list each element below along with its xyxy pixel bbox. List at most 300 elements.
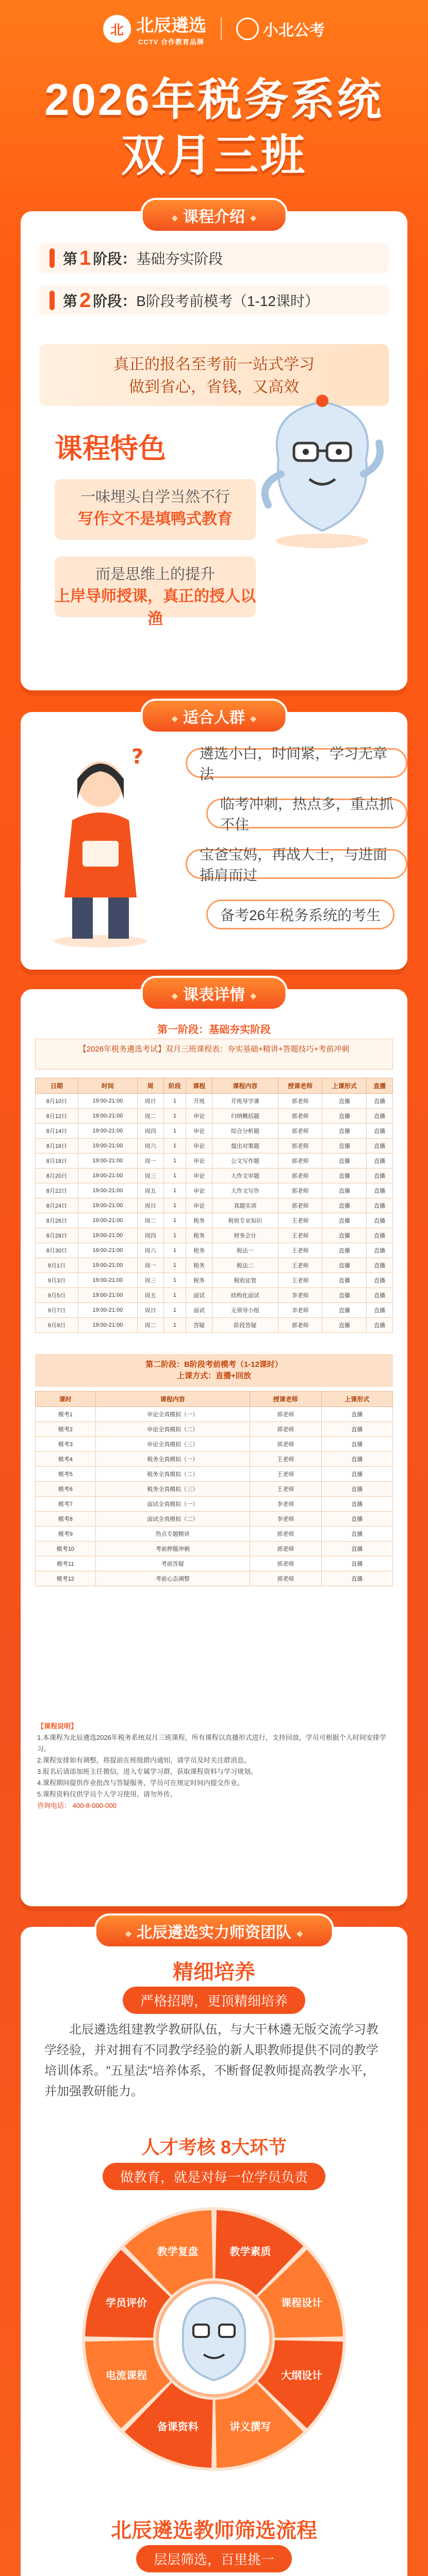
table-row xyxy=(36,1437,393,1452)
stage-text: B阶段考前模考（1-12课时） xyxy=(136,293,319,309)
table-header-row xyxy=(36,1392,393,1407)
table-cell: 直播 xyxy=(322,1198,367,1213)
table-cell: 直播 xyxy=(367,1273,393,1288)
feature-title: 课程特色 xyxy=(55,433,166,464)
table-cell: 周一 xyxy=(137,1154,163,1168)
table-row xyxy=(36,1168,393,1183)
table-cell: 19:00-21:00 xyxy=(78,1288,137,1303)
table-cell: 9月1日 xyxy=(36,1258,78,1273)
brand-logo xyxy=(103,11,206,46)
table-cell: 周五 xyxy=(137,1183,163,1198)
table-cell: 考前心态调整 xyxy=(95,1571,250,1586)
table-row xyxy=(36,1124,393,1139)
stage-1 xyxy=(39,243,389,273)
wheel-label: 讲义撰写 xyxy=(229,2421,271,2433)
table-cell: 模考6 xyxy=(36,1482,96,1497)
hero-title-line1: 2026年税务系统 xyxy=(44,75,384,125)
table-cell: 直播 xyxy=(322,1094,367,1109)
table-row xyxy=(36,1258,393,1273)
table-cell: 税务全真模拟（一） xyxy=(95,1452,250,1467)
table-cell: 周二 xyxy=(137,1318,163,1333)
table-cell: 郭老师 xyxy=(250,1527,321,1541)
note-2: 2.课程安排如有调整，将提前在班级群内通知，请学员及时关注群消息。 xyxy=(37,1756,251,1764)
table-cell: 模考12 xyxy=(36,1571,96,1586)
table-cell: 模考3 xyxy=(36,1437,96,1452)
table-cell: 税务全真模拟（三） xyxy=(95,1482,250,1497)
table-cell: 直播 xyxy=(322,1228,367,1243)
schedule-banner: 【2026年税务遴选考试】双月三班课程表：夯实基础+精讲+答题技巧+考前冲刺 xyxy=(35,1039,393,1070)
column-header: 上课形式 xyxy=(321,1392,393,1407)
table-cell: 郭老师 xyxy=(278,1109,322,1124)
column-header: 阶段 xyxy=(163,1078,186,1094)
table-cell: 周三 xyxy=(137,1168,163,1183)
table-cell: 李老师 xyxy=(278,1303,322,1318)
audience-item-3: 宝爸宝妈，再战人士，与进面插肩而过 xyxy=(186,849,407,879)
table-cell: 直播 xyxy=(322,1168,367,1183)
hero-title-line2: 双月三班 xyxy=(121,131,307,180)
table-row xyxy=(36,1422,393,1437)
table-cell: 王老师 xyxy=(250,1452,321,1467)
student-figure-icon xyxy=(41,743,160,949)
table-cell: 考前答疑 xyxy=(95,1556,250,1571)
table-cell: 郭老师 xyxy=(278,1183,322,1198)
table-cell: 19:00-21:00 xyxy=(78,1168,137,1183)
table-row xyxy=(36,1571,393,1586)
table-cell: 直播 xyxy=(322,1288,367,1303)
table-cell: 直播 xyxy=(321,1467,393,1482)
partner-mark-icon xyxy=(236,18,259,40)
table-row xyxy=(36,1213,393,1228)
table-cell: 19:00-21:00 xyxy=(78,1094,137,1109)
table-cell: 税务 xyxy=(186,1243,212,1258)
stage-text: 基础夯实阶段 xyxy=(136,251,223,267)
table-cell: 直播 xyxy=(321,1541,393,1556)
table-cell: 申论全真模拟（二） xyxy=(95,1422,250,1437)
table-cell: 直播 xyxy=(322,1273,367,1288)
brand-sub: CCTV 合作教育品牌 xyxy=(138,38,204,46)
table-cell: 直播 xyxy=(367,1154,393,1168)
table-cell: 面试 xyxy=(186,1303,212,1318)
table-cell: 19:00-21:00 xyxy=(78,1318,137,1333)
table-cell: 1 xyxy=(163,1109,186,1124)
table-cell: 19:00-21:00 xyxy=(78,1273,137,1288)
table-row xyxy=(36,1497,393,1512)
table-cell: 真题实训 xyxy=(212,1198,278,1213)
section-header-intro: ◆ 课程介绍 ◆ xyxy=(141,198,288,233)
stage2-divider-line1: 第二阶段：B阶段考前模考（1-12课时） xyxy=(145,1360,283,1369)
wheel-label: 教学复盘 xyxy=(157,2246,199,2258)
table-cell: 8月28日 xyxy=(36,1228,78,1243)
stage-suffix: 阶段： xyxy=(93,251,137,267)
feature-box-1 xyxy=(55,479,256,540)
table-cell: 郭老师 xyxy=(278,1154,322,1168)
table-row xyxy=(36,1527,393,1541)
column-header: 周 xyxy=(137,1078,163,1094)
table-cell: 直播 xyxy=(322,1243,367,1258)
audience-panel xyxy=(21,709,407,970)
table-cell: 1 xyxy=(163,1243,186,1258)
note-5: 5.课程资料仅供学员个人学习使用，请勿外传。 xyxy=(37,1790,177,1798)
table-cell: 面试全真模拟（二） xyxy=(95,1512,250,1527)
table-cell: 直播 xyxy=(367,1198,393,1213)
table-cell: 1 xyxy=(163,1168,186,1183)
course-intro-panel xyxy=(21,211,407,690)
table-row xyxy=(36,1228,393,1243)
table-cell: 直播 xyxy=(321,1422,393,1437)
section-header-schedule: ◆ 课表详情 ◆ xyxy=(141,976,288,1011)
table-cell: 郭老师 xyxy=(250,1556,321,1571)
table-cell: 阶段答疑 xyxy=(212,1318,278,1333)
table-cell: 19:00-21:00 xyxy=(78,1154,137,1168)
table-row xyxy=(36,1467,393,1482)
table-cell: 8月30日 xyxy=(36,1243,78,1258)
audience-item-4: 备考26年税务系统的考生 xyxy=(206,900,394,929)
table-cell: 1 xyxy=(163,1303,186,1318)
brand-mark-icon: 北 xyxy=(103,15,131,43)
table-cell: 直播 xyxy=(367,1139,393,1154)
table-cell: 王老师 xyxy=(278,1273,322,1288)
column-header: 时间 xyxy=(78,1078,137,1094)
table-cell: 直播 xyxy=(367,1109,393,1124)
table-cell: 19:00-21:00 xyxy=(78,1213,137,1228)
table-cell: 结构化面试 xyxy=(212,1288,278,1303)
table-cell: 直播 xyxy=(321,1556,393,1571)
table-cell: 直播 xyxy=(367,1258,393,1273)
table-cell: 归纳概括题 xyxy=(212,1109,278,1124)
brand-name: 北辰遴选 xyxy=(136,16,206,36)
stage-num: 2 xyxy=(79,289,91,312)
table-cell: 申论 xyxy=(186,1183,212,1198)
table-cell: 热点专题精讲 xyxy=(95,1527,250,1541)
table-cell: 1 xyxy=(163,1228,186,1243)
table-cell: 税收征管 xyxy=(212,1273,278,1288)
feature-1-b: 写作文不是填鸭式教育 xyxy=(78,511,233,528)
flow-title: 北辰遴选教师筛选流程 xyxy=(111,2519,317,2542)
table-cell: 19:00-21:00 xyxy=(78,1109,137,1124)
table-cell: 模考9 xyxy=(36,1527,96,1541)
column-header: 课程 xyxy=(186,1078,212,1094)
column-header: 授课老师 xyxy=(250,1392,321,1407)
table-cell: 8月10日 xyxy=(36,1094,78,1109)
table-cell: 申论 xyxy=(186,1168,212,1183)
table-cell: 19:00-21:00 xyxy=(78,1124,137,1139)
table-cell: 19:00-21:00 xyxy=(78,1243,137,1258)
table-cell: 税务 xyxy=(186,1213,212,1228)
wheel-label: 电流课程 xyxy=(106,2370,147,2382)
table-cell: 直播 xyxy=(321,1512,393,1527)
table-cell: 税务 xyxy=(186,1273,212,1288)
table-row xyxy=(36,1154,393,1168)
table-cell: 周二 xyxy=(137,1109,163,1124)
table-cell: 1 xyxy=(163,1154,186,1168)
table-cell: 模考1 xyxy=(36,1407,96,1422)
table-cell: 周四 xyxy=(137,1228,163,1243)
table-cell: 郭老师 xyxy=(250,1541,321,1556)
table-cell: 19:00-21:00 xyxy=(78,1183,137,1198)
table-cell: 直播 xyxy=(322,1124,367,1139)
table-cell: 李老师 xyxy=(250,1497,321,1512)
table-cell: 19:00-21:00 xyxy=(78,1198,137,1213)
table-cell: 综合分析题 xyxy=(212,1124,278,1139)
teachers-panel xyxy=(21,1924,407,2576)
stage2-divider xyxy=(35,1354,393,1387)
table-cell: 1 xyxy=(163,1094,186,1109)
table-row xyxy=(36,1273,393,1288)
contact-line xyxy=(37,1800,391,1811)
table-cell: 公文写作题 xyxy=(212,1154,278,1168)
table-cell: 模考7 xyxy=(36,1497,96,1512)
table-cell: 8月24日 xyxy=(36,1198,78,1213)
table-cell: 直播 xyxy=(367,1213,393,1228)
table-cell: 周五 xyxy=(137,1288,163,1303)
table-row xyxy=(36,1139,393,1154)
wheel-label: 学员评价 xyxy=(106,2297,147,2309)
feature-box-2 xyxy=(55,556,256,628)
notes-title: 【课程说明】 xyxy=(37,1722,78,1730)
table-cell: 税法二 xyxy=(212,1258,278,1273)
feature-2-b: 上岸导师授课，真正的授人以渔 xyxy=(55,588,256,628)
table-row xyxy=(36,1288,393,1303)
table-row xyxy=(36,1303,393,1318)
column-header: 日期 xyxy=(36,1078,78,1094)
table-cell: 直播 xyxy=(321,1571,393,1586)
table-cell: 直播 xyxy=(321,1452,393,1467)
table-cell: 王老师 xyxy=(278,1243,322,1258)
table-cell: 财务会计 xyxy=(212,1228,278,1243)
teachers-heading: 精细培养 xyxy=(173,1961,255,1984)
logo-divider xyxy=(221,18,222,40)
column-header: 课程内容 xyxy=(212,1078,278,1094)
table-row xyxy=(36,1482,393,1497)
table-cell: 直播 xyxy=(367,1303,393,1318)
section-header-audience: ◆ 适合人群 ◆ xyxy=(141,699,288,734)
table-cell: 周日 xyxy=(137,1094,163,1109)
feature-2-a: 而是思维上的提升 xyxy=(95,566,215,583)
table-cell: 申论 xyxy=(186,1139,212,1154)
feature-1-a: 一味埋头自学当然不行 xyxy=(80,489,230,505)
table-cell: 直播 xyxy=(367,1124,393,1139)
table-cell: 王老师 xyxy=(278,1228,322,1243)
table-cell: 李老师 xyxy=(278,1288,322,1303)
partner-name: 小北公考 xyxy=(263,22,325,39)
table-cell: 王老师 xyxy=(278,1213,322,1228)
stage-suffix: 阶段： xyxy=(93,293,137,309)
table-cell: 1 xyxy=(163,1213,186,1228)
table-cell: 直播 xyxy=(322,1139,367,1154)
column-header: 直播 xyxy=(367,1078,393,1094)
table-row xyxy=(36,1541,393,1556)
logo-bar xyxy=(0,11,428,46)
audience-item-2: 临考冲刺，热点多，重点抓不住 xyxy=(206,799,407,828)
note-1: 1.本课程为北辰遴选2026年税务系统双月三班课程，所有课程以直播形式进行，支持回放，学员可根据个人时间安排学习。 xyxy=(37,1734,386,1753)
slogan-line1: 真正的报名至考前一站式学习 xyxy=(113,356,315,373)
table-cell: 面试 xyxy=(186,1288,212,1303)
table-cell: 大作文审题 xyxy=(212,1168,278,1183)
partner-logo xyxy=(236,18,325,40)
table-cell: 8月12日 xyxy=(36,1109,78,1124)
stage2-divider-line2: 上课方式：直播+回放 xyxy=(177,1371,251,1380)
flow-tag: 层层筛选，百里挑一 xyxy=(136,2545,292,2572)
schedule-title: 第一阶段：基础夯实阶段 xyxy=(157,1024,271,1036)
svg-text:?: ? xyxy=(131,745,144,769)
table-cell: 直播 xyxy=(367,1318,393,1333)
table-row xyxy=(36,1318,393,1333)
table-cell: 开班 xyxy=(186,1094,212,1109)
table-cell: 直播 xyxy=(367,1243,393,1258)
table-cell: 周四 xyxy=(137,1124,163,1139)
table-cell: 直播 xyxy=(322,1154,367,1168)
table-cell: 直播 xyxy=(367,1183,393,1198)
table-row xyxy=(36,1183,393,1198)
table-cell: 19:00-21:00 xyxy=(78,1258,137,1273)
table-row xyxy=(36,1198,393,1213)
table-cell: 8月18日 xyxy=(36,1154,78,1168)
schedule-panel xyxy=(21,989,407,1906)
table-cell: 8月20日 xyxy=(36,1168,78,1183)
table-cell: 9月3日 xyxy=(36,1273,78,1288)
table-cell: 模考11 xyxy=(36,1556,96,1571)
stage-prefix: 第 xyxy=(63,293,78,309)
table-cell: 大作文写作 xyxy=(212,1183,278,1198)
table-cell: 直播 xyxy=(321,1407,393,1422)
table-cell: 申论 xyxy=(186,1154,212,1168)
table-row xyxy=(36,1243,393,1258)
table-cell: 1 xyxy=(163,1183,186,1198)
table-cell: 8月26日 xyxy=(36,1213,78,1228)
audience-item-1: 遴选小白，时间紧，学习无章法 xyxy=(186,748,407,778)
wheel-label: 大纲设计 xyxy=(281,2370,322,2382)
wheel-center-mascot-icon xyxy=(183,2298,245,2380)
note-4: 4.课程期间提供作业批改与答疑服务，学员可在规定时间内提交作业。 xyxy=(37,1779,244,1787)
table-cell: 直播 xyxy=(367,1094,393,1109)
table-cell: 8月14日 xyxy=(36,1124,78,1139)
table-cell: 周日 xyxy=(137,1303,163,1318)
table-cell: 周二 xyxy=(137,1213,163,1228)
table-cell: 无领导小组 xyxy=(212,1303,278,1318)
assessment-tag: 做教育，就是对每一位学员负责 xyxy=(103,2163,325,2190)
table-cell: 模考8 xyxy=(36,1512,96,1527)
table-cell: 考前押题冲刺 xyxy=(95,1541,250,1556)
table-cell: 直播 xyxy=(321,1497,393,1512)
table-cell: 直播 xyxy=(321,1437,393,1452)
table-cell: 模考10 xyxy=(36,1541,96,1556)
table-cell: 直播 xyxy=(367,1168,393,1183)
table-cell: 答疑 xyxy=(186,1318,212,1333)
table-cell: 9月7日 xyxy=(36,1303,78,1318)
table-cell: 直播 xyxy=(322,1183,367,1198)
table-cell: 申论 xyxy=(186,1124,212,1139)
assessment-heading: 人才考核 8大环节 xyxy=(141,2137,287,2158)
table-cell: 面试全真模拟（一） xyxy=(95,1497,250,1512)
mascot-robot-icon xyxy=(258,381,387,551)
table-cell: 税务 xyxy=(186,1228,212,1243)
table-cell: 王老师 xyxy=(278,1258,322,1273)
table-cell: 9月5日 xyxy=(36,1288,78,1303)
table-cell: 郭老师 xyxy=(250,1437,321,1452)
table-cell: 周三 xyxy=(137,1273,163,1288)
table-cell: 李老师 xyxy=(250,1512,321,1527)
table-cell: 直播 xyxy=(321,1527,393,1541)
table-cell: 直播 xyxy=(322,1213,367,1228)
table-cell: 19:00-21:00 xyxy=(78,1228,137,1243)
table-cell: 周日 xyxy=(137,1198,163,1213)
table-cell: 申论 xyxy=(186,1109,212,1124)
table-cell: 周六 xyxy=(137,1139,163,1154)
table-cell: 开班导学课 xyxy=(212,1094,278,1109)
table-row xyxy=(36,1512,393,1527)
table-cell: 8月16日 xyxy=(36,1139,78,1154)
note-3: 3.报名后请添加班主任微信，进入专属学习群，获取课程资料与学习规划。 xyxy=(37,1768,257,1775)
table-cell: 郭老师 xyxy=(250,1571,321,1586)
table-cell: 提出对策题 xyxy=(212,1139,278,1154)
stage-num: 1 xyxy=(79,246,91,269)
column-header: 上课形式 xyxy=(322,1078,367,1094)
table-cell: 模考5 xyxy=(36,1467,96,1482)
teachers-paragraph: 北辰遴选组建教学教研队伍，与大干林遴无版交流学习教学经验，并对拥有不同教学经验的新人职教师提供不同的教学培训体系。"五星法"培养体系，不断督促教师提高教学水平，并加强教研能力。 xyxy=(44,2023,378,2098)
schedule-table-stage2 xyxy=(35,1391,393,1586)
table-cell: 郭老师 xyxy=(278,1198,322,1213)
wheel-label: 课程设计 xyxy=(281,2297,322,2309)
contact-label: 咨询电话： xyxy=(37,1802,71,1809)
table-header-row xyxy=(36,1078,393,1094)
table-cell: 税务 xyxy=(186,1258,212,1273)
contact-phone[interactable]: 400-8-000-000 xyxy=(72,1802,117,1809)
table-cell: 1 xyxy=(163,1288,186,1303)
table-cell: 王老师 xyxy=(250,1467,321,1482)
table-cell: 1 xyxy=(163,1198,186,1213)
table-cell: 9月9日 xyxy=(36,1318,78,1333)
table-cell: 1 xyxy=(163,1124,186,1139)
table-cell: 税法一 xyxy=(212,1243,278,1258)
table-cell: 申论全真模拟（一） xyxy=(95,1407,250,1422)
table-row xyxy=(36,1452,393,1467)
table-cell: 申论全真模拟（三） xyxy=(95,1437,250,1452)
table-cell: 周一 xyxy=(137,1258,163,1273)
assessment-wheel xyxy=(80,2205,348,2473)
table-row xyxy=(36,1407,393,1422)
table-cell: 申论 xyxy=(186,1198,212,1213)
stage-prefix: 第 xyxy=(63,251,78,267)
wheel-label: 教学素质 xyxy=(229,2246,271,2258)
table-cell: 1 xyxy=(163,1258,186,1273)
table-cell: 税务全真模拟（二） xyxy=(95,1467,250,1482)
column-header: 授课老师 xyxy=(278,1078,322,1094)
course-notes xyxy=(37,1721,391,1811)
table-cell: 直播 xyxy=(322,1303,367,1318)
table-cell: 1 xyxy=(163,1318,186,1333)
table-cell: 直播 xyxy=(367,1228,393,1243)
table-cell: 19:00-21:00 xyxy=(78,1139,137,1154)
table-cell: 郭老师 xyxy=(278,1139,322,1154)
table-cell: 直播 xyxy=(322,1258,367,1273)
hero-title xyxy=(0,72,428,183)
stage-2 xyxy=(39,285,389,315)
section-header-teachers: ◆ 北辰遴选实力师资团队 ◆ xyxy=(94,1913,334,1948)
table-cell: 周六 xyxy=(137,1243,163,1258)
slogan-line2: 做到省心，省钱，又高效 xyxy=(129,379,299,396)
table-cell: 郭老师 xyxy=(250,1407,321,1422)
table-cell: 直播 xyxy=(322,1318,367,1333)
table-cell: 8月22日 xyxy=(36,1183,78,1198)
table-cell: 直播 xyxy=(322,1109,367,1124)
table-row xyxy=(36,1109,393,1124)
table-cell: 税收专业知识 xyxy=(212,1213,278,1228)
table-cell: 模考4 xyxy=(36,1452,96,1467)
table-cell: 1 xyxy=(163,1139,186,1154)
table-cell: 19:00-21:00 xyxy=(78,1303,137,1318)
column-header: 课程内容 xyxy=(95,1392,250,1407)
teachers-tag: 严格招聘，更顶精细培养 xyxy=(123,1987,305,2014)
